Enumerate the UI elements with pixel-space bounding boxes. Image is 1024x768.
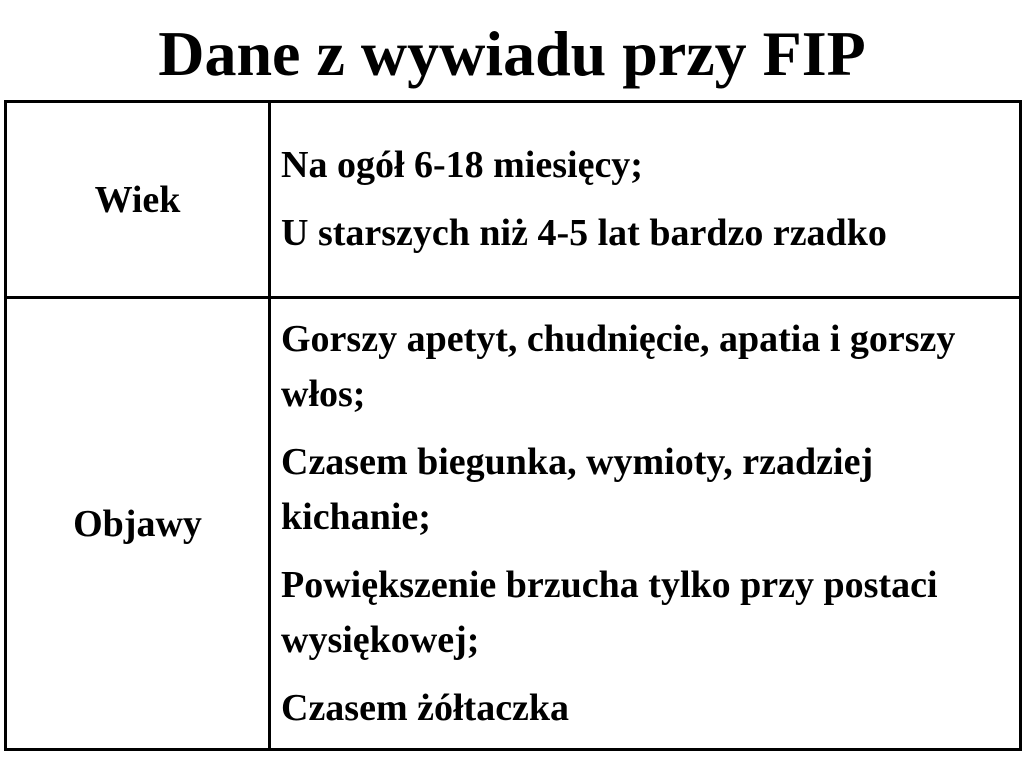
list-item: Gorszy apetyt, chudnięcie, apatia i gorszy włos; xyxy=(281,317,956,415)
slide-title: Dane z wywiadu przy FIP xyxy=(158,18,866,89)
list-item: Powiększenie brzucha tylko przy postaci wysiękowej; xyxy=(281,563,938,661)
list-item: Na ogół 6-18 miesięcy; xyxy=(281,144,643,186)
history-table xyxy=(4,100,1022,751)
list-item: Czasem biegunka, wymioty, rzadziej kichanie; xyxy=(281,440,874,538)
row-label-wiek: Wiek xyxy=(6,102,270,298)
row-content-objawy xyxy=(270,298,1021,750)
row-label-objawy: Objawy xyxy=(6,298,270,750)
list-item: U starszych niż 4-5 lat bardzo rzadko xyxy=(281,212,887,254)
table-row-objawy xyxy=(6,298,1021,750)
table-row-wiek xyxy=(6,102,1021,298)
list-item: Czasem żółtaczka xyxy=(281,686,570,729)
row-content-wiek xyxy=(270,102,1021,298)
